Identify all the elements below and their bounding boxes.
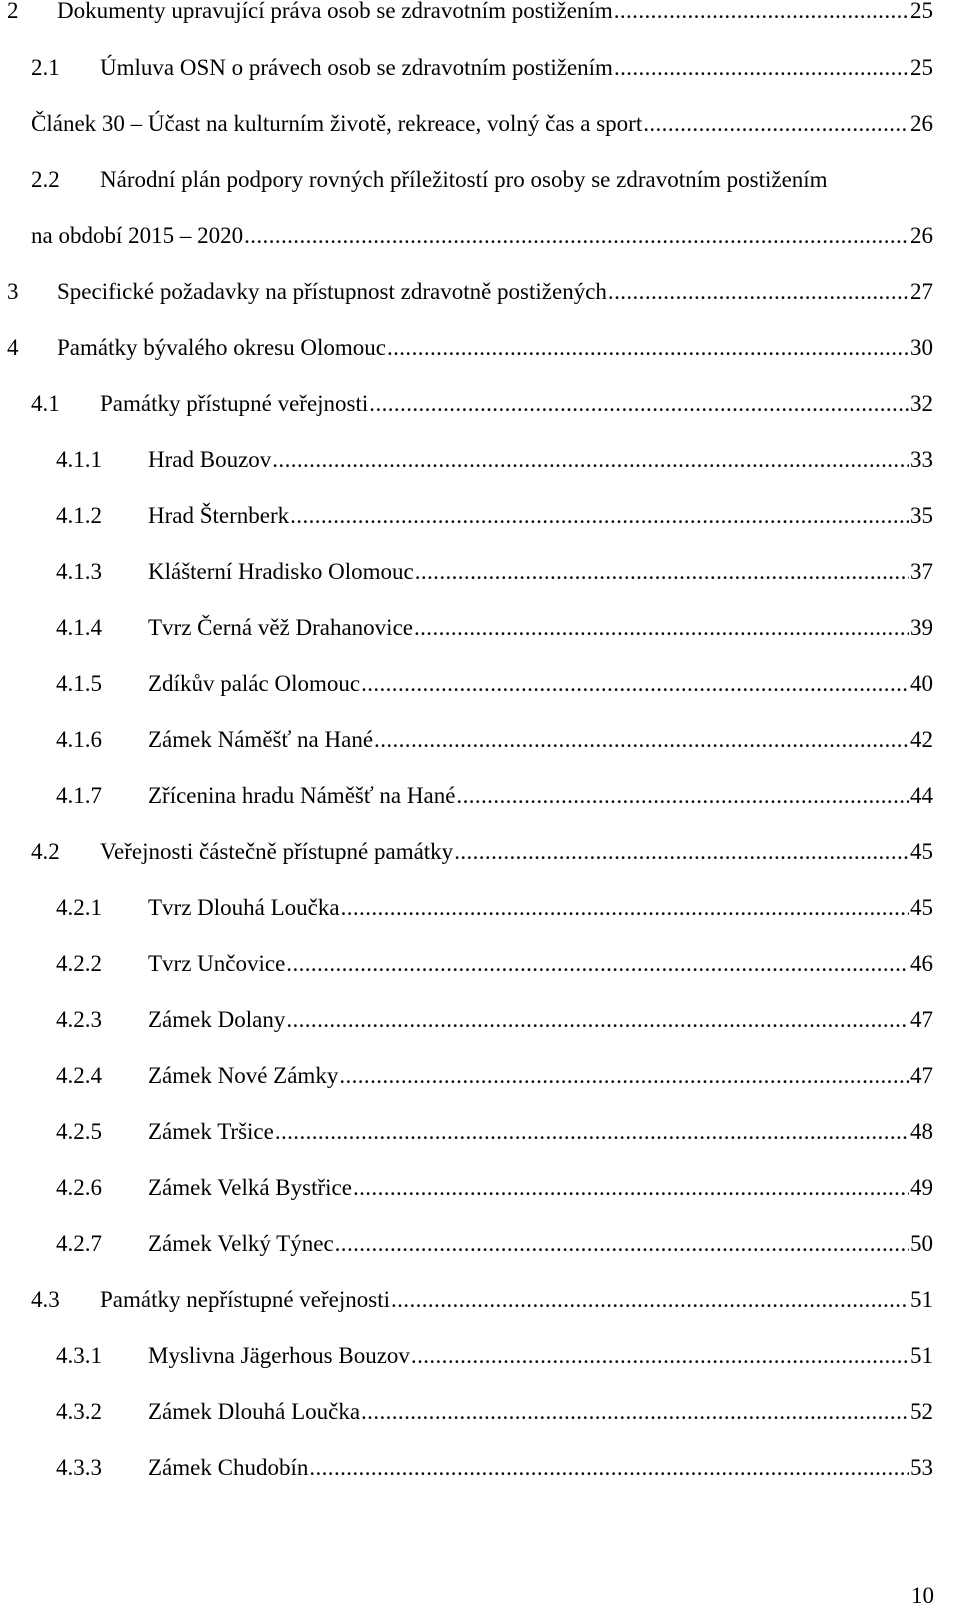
toc-entry[interactable] [56,444,933,476]
toc-entry-page: 48 [910,1119,933,1144]
toc-entry-page: 26 [910,223,933,248]
dot-leader [286,948,909,980]
toc-entry-page: 44 [910,783,933,808]
toc-entry-title: Zámek Tršice [148,1119,274,1144]
dot-leader [369,388,909,420]
toc-entry-number: 4.3.1 [56,1343,102,1368]
toc-entry[interactable] [31,836,933,868]
toc-entry-page: 51 [910,1287,933,1312]
toc-entry-title-continuation: na období 2015 – 2020 [31,223,244,248]
dot-leader [309,1452,909,1484]
toc-entry[interactable] [31,52,933,84]
toc-entry-title: Zámek Velká Bystřice [148,1175,352,1200]
dot-leader [614,0,909,27]
toc-entry-number: 4.2.4 [56,1063,102,1088]
toc-entry[interactable] [56,724,933,756]
toc-entry-title: Zámek Velký Týnec [148,1231,334,1256]
dot-leader [272,444,909,476]
toc-entry-number: 4.2.5 [56,1119,102,1144]
dot-leader [374,724,909,756]
toc-entry-number: 4.1.3 [56,559,102,584]
toc-entry-number: 4.1.6 [56,727,102,752]
toc-entry-page: 47 [910,1063,933,1088]
toc-entry-number: 4 [7,335,19,360]
toc-entry-number: 4.1.4 [56,615,102,640]
toc-entry-number: 2 [7,0,19,23]
toc-entry[interactable] [56,1396,933,1428]
toc-entry-title: Hrad Šternberk [148,503,290,528]
toc-entry-number: 4.1.5 [56,671,102,696]
toc-entry-number: 4.3 [31,1287,60,1312]
page-number: 10 [911,1583,934,1608]
toc-entry-page: 52 [910,1399,933,1424]
toc-entry-title: Národní plán podpory rovných příležitostí pro osoby se zdravotním postižením [100,167,828,192]
dot-leader [244,220,909,252]
toc-entry-number: 4.1.1 [56,447,102,472]
toc-entry-page: 46 [910,951,933,976]
toc-entry-title: Dokumenty upravující práva osob se zdravotním postižením [57,0,613,23]
toc-entry-title: Myslivna Jägerhous Bouzov [148,1343,410,1368]
toc-entry[interactable] [7,276,933,308]
dot-leader [339,1060,909,1092]
toc-entry-page: 35 [910,503,933,528]
toc-entry-page: 40 [910,671,933,696]
toc-entry-page: 30 [910,335,933,360]
toc-entry-number: 4.2.7 [56,1231,102,1256]
dot-leader [454,836,909,868]
toc-entry-page: 47 [910,1007,933,1032]
toc-entry-title: Památky bývalého okresu Olomouc [57,335,386,360]
toc-entry-number: 4.2 [31,839,60,864]
toc-entry-page: 26 [910,111,933,136]
toc-entry[interactable] [56,1116,933,1148]
dot-leader [608,276,909,308]
toc-entry-page: 25 [910,55,933,80]
toc-entry-number: 4.1.2 [56,503,102,528]
toc-entry-title: Památky nepřístupné veřejnosti [100,1287,390,1312]
toc-entry-number: 4.2.6 [56,1175,102,1200]
toc-entry-page: 45 [910,839,933,864]
toc-entry[interactable] [56,948,933,980]
dot-leader [353,1172,909,1204]
toc-entry-title: Památky přístupné veřejnosti [100,391,369,416]
dot-leader [341,892,909,924]
toc-entry-page: 53 [910,1455,933,1480]
toc-entry[interactable] [56,668,933,700]
toc-entry[interactable] [56,500,933,532]
toc-entry-title: Specifické požadavky na přístupnost zdravotně postižených [57,279,607,304]
toc-entry-continuation[interactable] [31,220,933,252]
dot-leader [275,1116,909,1148]
toc-entry-number: 4.1.7 [56,783,102,808]
toc-entry-title: Zdíkův palác Olomouc [148,671,361,696]
toc-entry[interactable] [56,556,933,588]
toc-entry-number: 2.1 [31,55,60,80]
toc-entry[interactable] [7,332,933,364]
toc-entry[interactable] [56,612,933,644]
toc-entry-page: 37 [910,559,933,584]
dot-leader [414,612,909,644]
toc-entry[interactable] [56,1172,933,1204]
dot-leader [614,52,909,84]
toc-entry[interactable] [56,1060,933,1092]
toc-entry[interactable] [56,1004,933,1036]
toc-entry-number: 4.2.2 [56,951,102,976]
toc-entry[interactable] [31,164,933,196]
toc-entry-title: Hrad Bouzov [148,447,272,472]
dot-leader [361,1396,909,1428]
toc-entry-number: 4.1 [31,391,60,416]
dot-leader [643,108,909,140]
toc-entry-title: Tvrz Dlouhá Loučka [148,895,340,920]
toc-entry-title: Tvrz Unčovice [148,951,286,976]
dot-leader [290,500,909,532]
toc-entry[interactable] [56,1452,933,1484]
toc-entry-title: Veřejnosti částečně přístupné památky [100,839,454,864]
toc-entry-title: Zámek Dlouhá Loučka [148,1399,361,1424]
toc-entry[interactable] [56,780,933,812]
toc-entry-title: Zámek Náměšť na Hané [148,727,374,752]
toc-entry-title: Úmluva OSN o právech osob se zdravotním postižením [100,55,613,80]
toc-entry-title: Zámek Dolany [148,1007,286,1032]
toc-entry-number: 4.3.2 [56,1399,102,1424]
toc-entry[interactable] [7,0,933,27]
dot-leader [387,332,909,364]
dot-leader [456,780,909,812]
toc-entry-page: 49 [910,1175,933,1200]
dot-leader [335,1228,909,1260]
toc-entry-number: 4.2.1 [56,895,102,920]
toc-entry-title: Klášterní Hradisko Olomouc [148,559,414,584]
toc-entry-page: 25 [910,0,933,23]
toc-entry-page: 33 [910,447,933,472]
toc-entry[interactable] [56,1340,933,1372]
toc-entry-page: 45 [910,895,933,920]
toc-entry-title: Zámek Nové Zámky [148,1063,339,1088]
toc-entry-number: 3 [7,279,19,304]
toc-entry-title: Zámek Chudobín [148,1455,309,1480]
dot-leader [411,1340,909,1372]
toc-entry[interactable] [31,108,933,140]
toc-entry-number: 4.3.3 [56,1455,102,1480]
toc-entry-number: 4.2.3 [56,1007,102,1032]
toc-entry[interactable] [56,1228,933,1260]
dot-leader [415,556,909,588]
toc-entry-page: 50 [910,1231,933,1256]
toc-entry[interactable] [56,892,933,924]
toc-entry[interactable] [31,1284,933,1316]
dot-leader [391,1284,909,1316]
toc-entry-title: Tvrz Černá věž Drahanovice [148,615,413,640]
toc-entry-page: 42 [910,727,933,752]
toc-entry-title: Článek 30 – Účast na kulturním životě, rekreace, volný čas a sport [31,111,643,136]
toc-entry-page: 27 [910,279,933,304]
dot-leader [361,668,909,700]
toc-entry[interactable] [31,388,933,420]
toc-entry-title: Zřícenina hradu Náměšť na Hané [148,783,456,808]
dot-leader [286,1004,909,1036]
toc-entry-page: 32 [910,391,933,416]
toc-entry-page: 39 [910,615,933,640]
toc-entry-number: 2.2 [31,167,60,192]
toc-entry-page: 51 [910,1343,933,1368]
